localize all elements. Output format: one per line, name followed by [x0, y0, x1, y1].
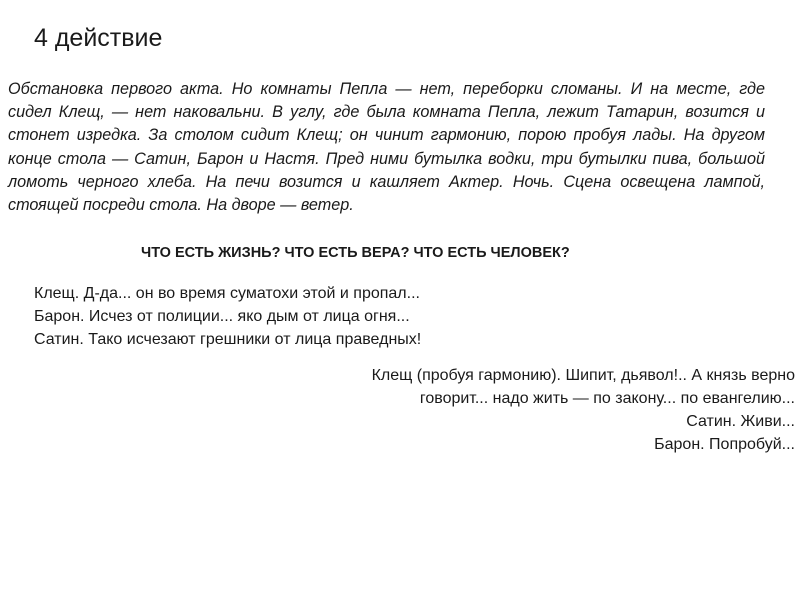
dialogue-line: Клещ. Д-да... он во время суматохи этой и пропал...	[34, 285, 420, 302]
stage-directions-paragraph: Обстановка первого акта. Но комнаты Пепла — нет, переборки сломаны. И на месте, где сидел Клещ, — нет наковальни. В углу, где была комната Пепла, лежит Татарин, возится и стонет изредка. За столом сидит Клещ; он чинит гармонию, порою пробуя лады. На другом конце стола — Сатин, Барон и Настя. Пред ними бутылка водки, три бутылки пива, большой ломоть черного хлеба. На печи возится и кашляет Актер. Ночь. Сцена освещена лампой, стоящей посреди стола. На дворе — ветер.	[8, 80, 765, 215]
dialogue-line: Барон. Попробуй...	[654, 436, 795, 453]
dialogue-block-left	[34, 282, 421, 351]
dialogue-block-right	[372, 364, 795, 456]
dialogue-line: Барон. Исчез от полиции... яко дым от лица огня...	[34, 308, 410, 325]
dialogue-line: Клещ (пробуя гармонию). Шипит, дьявол!.. А князь верно	[371, 367, 795, 384]
slide-title: 4 действие	[34, 24, 163, 52]
dialogue-line: Сатин. Живи...	[686, 413, 795, 430]
questions-heading: ЧТО ЕСТЬ ЖИЗНЬ? ЧТО ЕСТЬ ВЕРА? ЧТО ЕСТЬ ЧЕЛОВЕК?	[141, 245, 570, 261]
dialogue-line: говорит... надо жить — по закону... по евангелию...	[419, 390, 795, 407]
dialogue-line: Сатин. Тако исчезают грешники от лица праведных!	[34, 331, 422, 348]
